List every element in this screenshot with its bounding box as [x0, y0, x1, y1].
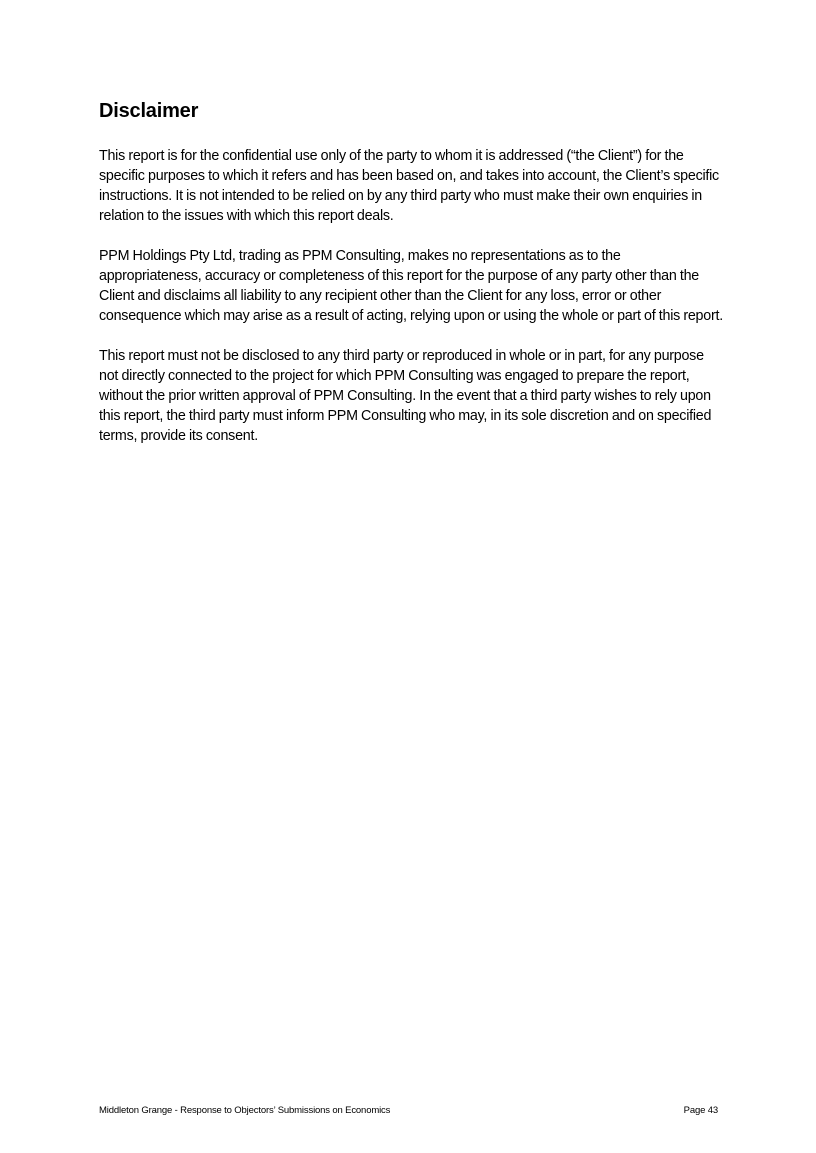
disclaimer-body	[99, 146, 723, 466]
disclaimer-paragraph-1: This report is for the confidential use only of the party to whom it is addressed (“the Client”) for the specific purposes to which it refers and has been based on, and takes into account, the Client’s specific instructions. It is not intended to be relied on by any third party who must make their own enquiries in relation to the issues with which this report deals.	[99, 148, 719, 224]
footer-document-title: Middleton Grange - Response to Objectors’ Submissions on Economics	[99, 1105, 391, 1116]
page-footer	[99, 1104, 718, 1117]
disclaimer-paragraph-3: This report must not be disclosed to any third party or reproduced in whole or in part, for any purpose not directly connected to the project for which PPM Consulting was engaged to prepare the report, without the prior written approval of PPM Consulting. In the event that a third party wishes to rely upon this report, the third party must inform PPM Consulting who may, in its sole discretion and on specified terms, provide its consent.	[99, 348, 712, 444]
footer-page-number: Page 43	[683, 1105, 718, 1116]
disclaimer-paragraph-2: PPM Holdings Pty Ltd, trading as PPM Consulting, makes no representations as to the appropriateness, accuracy or completeness of this report for the purpose of any party other than the Client and disclaims all liability to any recipient other than the Client for any loss, error or other consequence which may arise as a result of acting, relying upon or using the whole or part of this report.	[99, 248, 723, 324]
page-title: Disclaimer	[99, 100, 199, 122]
